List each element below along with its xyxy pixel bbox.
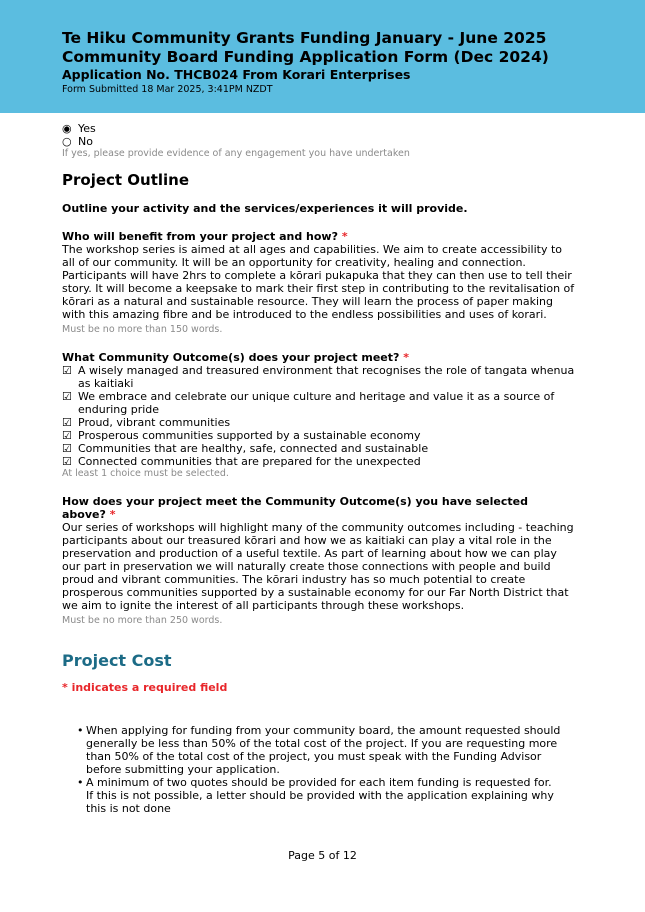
checkbox-outcome[interactable] bbox=[62, 442, 582, 455]
checkbox-outcome[interactable] bbox=[62, 429, 582, 442]
required-marker: * bbox=[341, 230, 348, 243]
submission-timestamp: Form Submitted 18 Mar 2025, 3:41PM NZDT bbox=[62, 84, 273, 95]
engagement-hint: If yes, please provide evidence of any engagement you have undertaken bbox=[62, 148, 410, 159]
word-limit-hint: Must be no more than 150 words. bbox=[62, 324, 223, 335]
outline-intro: Outline your activity and the services/experiences it will provide. bbox=[62, 202, 468, 215]
answer-outcome-fit: Our series of workshops will highlight many of the community outcomes including - teaching participants about our treasured kōrari and how we as kaitiaki can play a vital role in the preservation and production of a useful textile. As part of learning about how we can play our part in preservation we will naturally create those connections with people and build proud and vibrant communities. The kōrari industry has so much potential to create prosperous communities supported by a sustainable economy for our Far North District that we aim to ignite the interest of all participants through these workshops. bbox=[62, 521, 574, 612]
answer-beneficiaries: The workshop series is aimed at all ages and capabilities. We aim to create accessibility to all of our community. It will be an opportunity for creativity, healing and connection. Participants will have 2hrs to complete a kōrari pukapuka that they can then use to tell their story. It will become a keepsake to mark their first step in contributing to the revitalisation of kōrari as a natural and sustainable resource. They will learn the process of paper making with this amazing fibre and be introduced to the endless possibilities and uses of korari. bbox=[62, 243, 575, 321]
list-item-text: When applying for funding from your community board, the amount requested should generally be less than 50% of the total cost of the project. If you are requesting more than 50% of the total cost of the project, you must speak with the Funding Advisor before submitting your application. bbox=[86, 724, 561, 776]
list-item bbox=[78, 724, 562, 776]
funding-guidelines-list bbox=[62, 724, 582, 815]
checkbox-checked-icon: ☑ bbox=[62, 364, 72, 377]
checkbox-outcome[interactable] bbox=[62, 390, 582, 416]
form-title: Te Hiku Community Grants Funding January - June 2025 Community Board Funding Application Form (Dec 2024) bbox=[62, 29, 549, 66]
section-title-cost: Project Cost bbox=[62, 651, 172, 670]
question-label: Who will benefit from your project and how? bbox=[62, 230, 338, 243]
checkbox-label: Communities that are healthy, safe, connected and sustainable bbox=[78, 442, 429, 455]
required-marker: * bbox=[403, 351, 409, 364]
question-outcomes bbox=[62, 351, 582, 364]
checkbox-outcome[interactable] bbox=[62, 416, 582, 429]
checkbox-outcome[interactable] bbox=[62, 364, 582, 390]
radio-label: No bbox=[78, 135, 93, 148]
question-label: What Community Outcome(s) does your project meet? bbox=[62, 351, 400, 364]
radio-yes[interactable] bbox=[62, 122, 582, 135]
checkbox-label: Prosperous communities supported by a sustainable economy bbox=[78, 429, 421, 442]
checkbox-label: A wisely managed and treasured environment that recognises the role of tangata whenua as kaitiaki bbox=[78, 364, 575, 390]
application-number: Application No. THCB024 From Korari Enterprises bbox=[62, 67, 411, 82]
outcome-checkbox-list bbox=[62, 364, 582, 468]
question-beneficiaries bbox=[62, 230, 582, 243]
checkbox-checked-icon: ☑ bbox=[62, 455, 72, 468]
word-limit-hint: Must be no more than 250 words. bbox=[62, 615, 223, 626]
radio-selected-icon: ◉ bbox=[62, 122, 72, 135]
required-marker: * bbox=[109, 508, 116, 521]
checkbox-checked-icon: ☑ bbox=[62, 390, 72, 403]
section-title-outline: Project Outline bbox=[62, 171, 190, 189]
radio-label: Yes bbox=[78, 122, 96, 135]
checkbox-checked-icon: ☑ bbox=[62, 416, 72, 429]
page-number: Page 5 of 12 bbox=[288, 849, 357, 862]
form-body bbox=[62, 122, 582, 815]
checkbox-label: Connected communities that are prepared for the unexpected bbox=[78, 455, 421, 468]
required-field-note: * indicates a required field bbox=[62, 681, 228, 694]
choice-hint: At least 1 choice must be selected. bbox=[62, 468, 229, 479]
radio-no[interactable] bbox=[62, 135, 582, 148]
checkbox-checked-icon: ☑ bbox=[62, 442, 72, 455]
question-outcome-fit bbox=[62, 495, 532, 521]
checkbox-label: We embrace and celebrate our unique culture and heritage and value it as a source of enduring pride bbox=[78, 390, 555, 416]
bullet-icon: • bbox=[77, 724, 84, 737]
list-item-text: A minimum of two quotes should be provided for each item funding is requested for. If this is not possible, a letter should be provided with the application explaining why this is not done bbox=[86, 776, 554, 815]
question-label: How does your project meet the Community Outcome(s) you have selected above? bbox=[62, 495, 528, 521]
checkbox-outcome[interactable] bbox=[62, 455, 582, 468]
bullet-icon: • bbox=[77, 776, 84, 789]
form-header bbox=[0, 0, 645, 113]
radio-unselected-icon: ○ bbox=[62, 135, 72, 148]
list-item bbox=[78, 776, 562, 815]
checkbox-checked-icon: ☑ bbox=[62, 429, 72, 442]
checkbox-label: Proud, vibrant communities bbox=[78, 416, 231, 429]
